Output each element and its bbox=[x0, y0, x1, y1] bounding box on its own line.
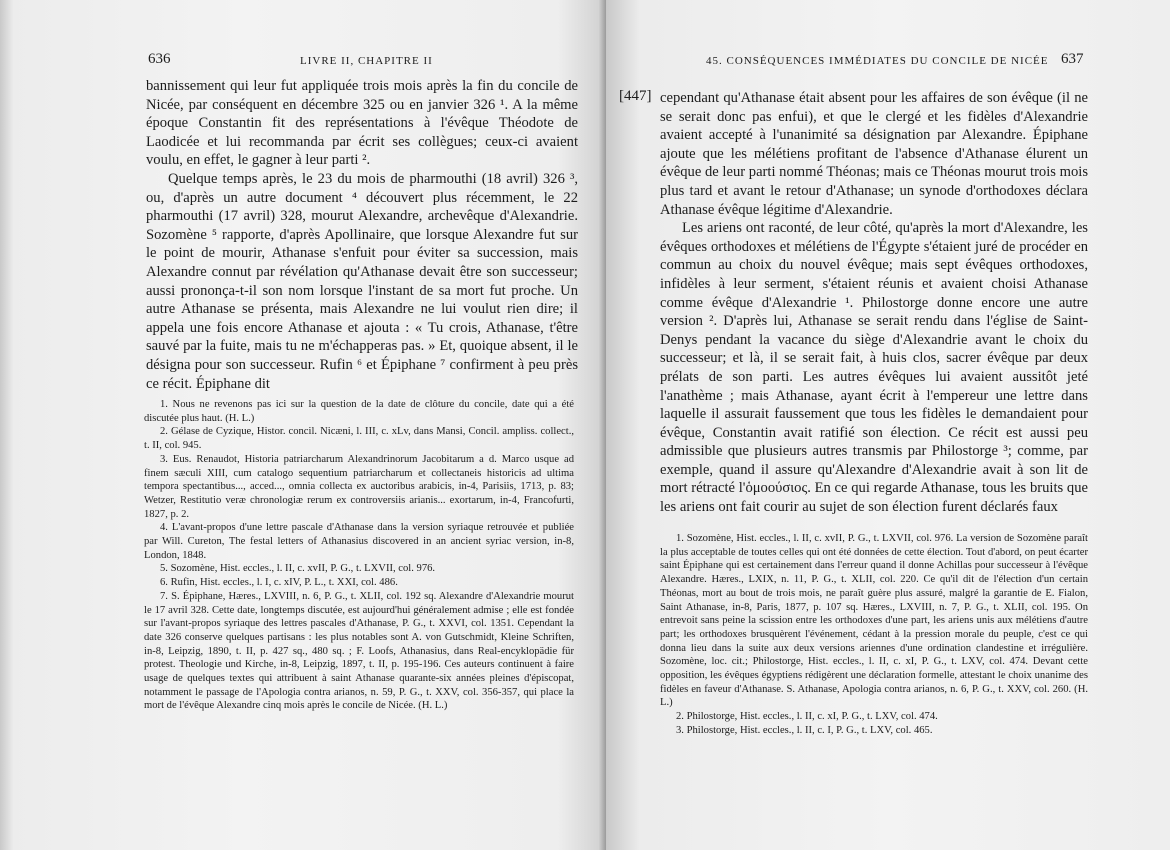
running-head: 45. CONSÉQUENCES IMMÉDIATES DU CONCILE DE NICÉE bbox=[706, 55, 1049, 67]
running-head: LIVRE II, CHAPITRE II bbox=[300, 55, 433, 67]
page-number: 637 bbox=[1061, 51, 1084, 67]
footnote: 5. Sozomène, Hist. eccles., l. II, c. xvII, P. G., t. LXVII, col. 976. bbox=[160, 563, 436, 575]
footnote: 2. Gélase de Cyzique, Histor. concil. Nicæni, l. III, c. xLv, dans Mansi, Concil. ampliss. collect., t. II, col. 945. bbox=[144, 426, 574, 452]
footnotes bbox=[660, 532, 1088, 738]
margin-page-reference: [447] bbox=[619, 88, 652, 104]
paragraph: Les ariens ont raconté, de leur côté, qu'après la mort d'Alexandre, les évêques orthodoxes et mélétiens de l'Égypte s'étaient juré de procéder en commun au choix du nouvel évêque; mais sept évêques orthodoxes, infidèles à leur serment, s'étaient réunis et avaient choisi Athanase comme évêque d'Alexandrie ¹. Philostorge donne encore une autre version ². D'après lui, Athanase se serait rendu dans l'église de Saint-Denys pendant la vacance du siège d'Alexandrie avant le choix du successeur; et là, il se serait fait, à huis clos, sacrer évêque par deux prélats de son parti. Les autres évêques lui avaient aussitôt jeté l'anathème ; mais Athanase, ayant écrit à l'empereur une lettre dans laquelle il assurait faussement que tous les fidèles le demandaient pour évêque, Constantin avait ratifié son élection. Ce récit est aussi peu admissible que plusieurs autres transmis par Philostorge ³; comme, par exemple, quand il assure qu'Alexandre d'Alexandrie avait à son lit de mort rétracté l'ὁμοούσιος. En ce qui regarde Athanase, tous les bruits que les ariens ont fait courir au sujet de son élection furent déclarés faux bbox=[660, 220, 1088, 516]
footnote: 7. S. Épiphane, Hæres., LXVIII, n. 6, P. G., t. XLII, col. 192 sq. Alexandre d'Alexandrie mourut le 17 avril 328. Cette date, longtemps discutée, est aujourd'hui généralement admise ; elle est fondée sur l'avant-propos syriaque des lettres pascales d'Athanase, P. G., t. XXVI, col. 1351. Cependant la date 326 conserve quelques partisans : les plus notables sont A. von Gutschmidt, Kleine Schriften, in-8, Leipzig, 1890, t. II, p. 427 sq., 480 sq. ; F. Loofs, Athanasius, dans Real-encyklopädie für protest. Theologie und Kirche, in-8, Leipzig, 1897, t. II, p. 195-196. Ces auteurs continuent à faire usage de quelques textes qui attribuent à saint Athanase quarante-six années pleines d'épiscopat, notamment le passage de l'Apologia contra arianos, n. 59, P. G., t. XXV, col. 356-357, qui place la mort de l'évêque Alexandre cinq mois après le concile de Nicée. (H. L.) bbox=[144, 590, 574, 712]
footnote: 3. Eus. Renaudot, Historia patriarcharum Alexandrinorum Jacobitarum a d. Marco usque ad finem sæculi XIII, cum catalogo sequentium patriarcharum et collectaneis historicis ad ultima tempora spectantibus..., acced..., omnia collecta ex auctoribus arabicis, in-4, Parisiis, 1713, p. 83; Wetzer, Restitutio veræ chronologiæ rerum ex controversiis arianis... exortarum, in-4, Francofurti, 1827, p. 2. bbox=[144, 453, 574, 520]
page-number: 636 bbox=[148, 51, 171, 67]
footnotes bbox=[144, 398, 574, 713]
footnote: 2. Philostorge, Hist. eccles., l. II, c. xI, P. G., t. LXV, col. 474. bbox=[676, 711, 938, 723]
page-edge bbox=[0, 0, 14, 850]
footnote: 6. Rufin, Hist. eccles., l. I, c. xIV, P. L., t. XXI, col. 486. bbox=[160, 577, 398, 589]
footnote: 3. Philostorge, Hist. eccles., l. II, c. I, P. G., t. LXV, col. 465. bbox=[676, 724, 933, 736]
footnote: 1. Sozomène, Hist. eccles., l. II, c. xvII, P. G., t. LXVII, col. 976. La version de Sozomène paraît la plus acceptable de toutes celles qui ont été données de cette élection. Tout d'abord, on peut écarter saint Épiphane qui est certainement dans l'erreur quand il donne Achillas pour successeur à l'évêque Alexandre. Hæres., LXIX, n. 11, P. G., t. XLII, col. 220. Ce qu'il dit de l'élection d'un certain Théonas, mort au bout de trois mois, ne paraît guère plus assuré, malgré la garantie de E. Fialon, Saint Athanase, in-8, Paris, 1877, p. 107 sq. Hæres., LXVIII, n. 7, P. G., t. XLII, col. 195. On entrevoit sans peine la scission entre les orthodoxes d'une part, les ariens unis aux mélétiens d'autre part; les orthodoxes brusquèrent l'événement, cédant à la pression morale du peuple, c'est ce qui donna lieu dans la suite aux deux versions ariennes d'une ordination clandestine et irrégulière. Sozomène, loc. cit.; Philostorge, Hist. eccles., l. II, c. xI, P. G., t. LXV, col. 474. Devant cette opposition, les évêques égyptiens rédigèrent une déclaration formelle, attestant le choix unanime des fidèles en faveur d'Athanase. S. Athanase, Apologia contra arianos, n. 6, P. G., t. XXV, col. 260. (H. L.) bbox=[660, 533, 1088, 709]
paragraph: bannissement qui leur fut appliquée trois mois après la fin du concile de Nicée, par conséquent en décembre 325 ou en janvier 326 ¹. A la même époque Constantin fit des représentations à l'évêque Théodote de Laodicée et lui recommanda par écrit ses collègues; ceux-ci avaient voulu, en effet, le gagner à leur parti ². bbox=[146, 78, 578, 169]
paragraph: Quelque temps après, le 23 du mois de pharmouthi (18 avril) 326 ³, ou, d'après un autre document ⁴ découvert plus récemment, le 22 pharmouthi (17 avril) 328, mourut Alexandre, archevêque d'Alexandrie. Sozomène ⁵ rapporte, d'après Apollinaire, que lorsque Alexandre fut sur le point de mourir, Athanase s'enfuit pour éviter sa succession, mais Alexandre connut par révélation qu'Athanase devait être son successeur; aussi prononça-t-il son nom lorsque l'instant de sa mort fut proche. Un autre Athanase se présenta, mais Alexandre ne lui voulut rien dire; il appela une fois encore Athanase et ajouta : « Tu crois, Athanase, t'être sauvé par la fuite, mais tu ne m'échapperas pas. » Et, quoique absent, il le désigna pour son successeur. Rufin ⁶ et Épiphane ⁷ confirment à peu près ce récit. Épiphane dit bbox=[146, 170, 578, 392]
footnote: 1. Nous ne revenons pas ici sur la question de la date de clôture du concile, date qui a été discutée plus haut. (H. L.) bbox=[144, 399, 574, 424]
footnote: 4. L'avant-propos d'une lettre pascale d'Athanase dans la version syriaque retrouvée et publiée par Will. Cureton, The festal letters of Athanasius discovered in an ancient syriac version, in-8, London, 1848. bbox=[144, 522, 574, 561]
main-text bbox=[146, 77, 578, 393]
paragraph: cependant qu'Athanase était absent pour les affaires de son évêque (il ne se serait donc pas enfui), et que le clergé et les fidèles d'Alexandrie avaient accepté à l'unanimité sa désignation par Alexandre. Épiphane ajoute que les mélétiens profitant de l'absence d'Athanase élurent un évêque de leur parti nommé Théonas; mais ce Théonas mourut trois mois plus tard et avant le retour d'Athanase; un synode d'orthodoxes déclara Athanase évêque légitime d'Alexandrie. bbox=[660, 90, 1088, 218]
right-page bbox=[606, 0, 1170, 850]
main-text bbox=[660, 89, 1088, 517]
